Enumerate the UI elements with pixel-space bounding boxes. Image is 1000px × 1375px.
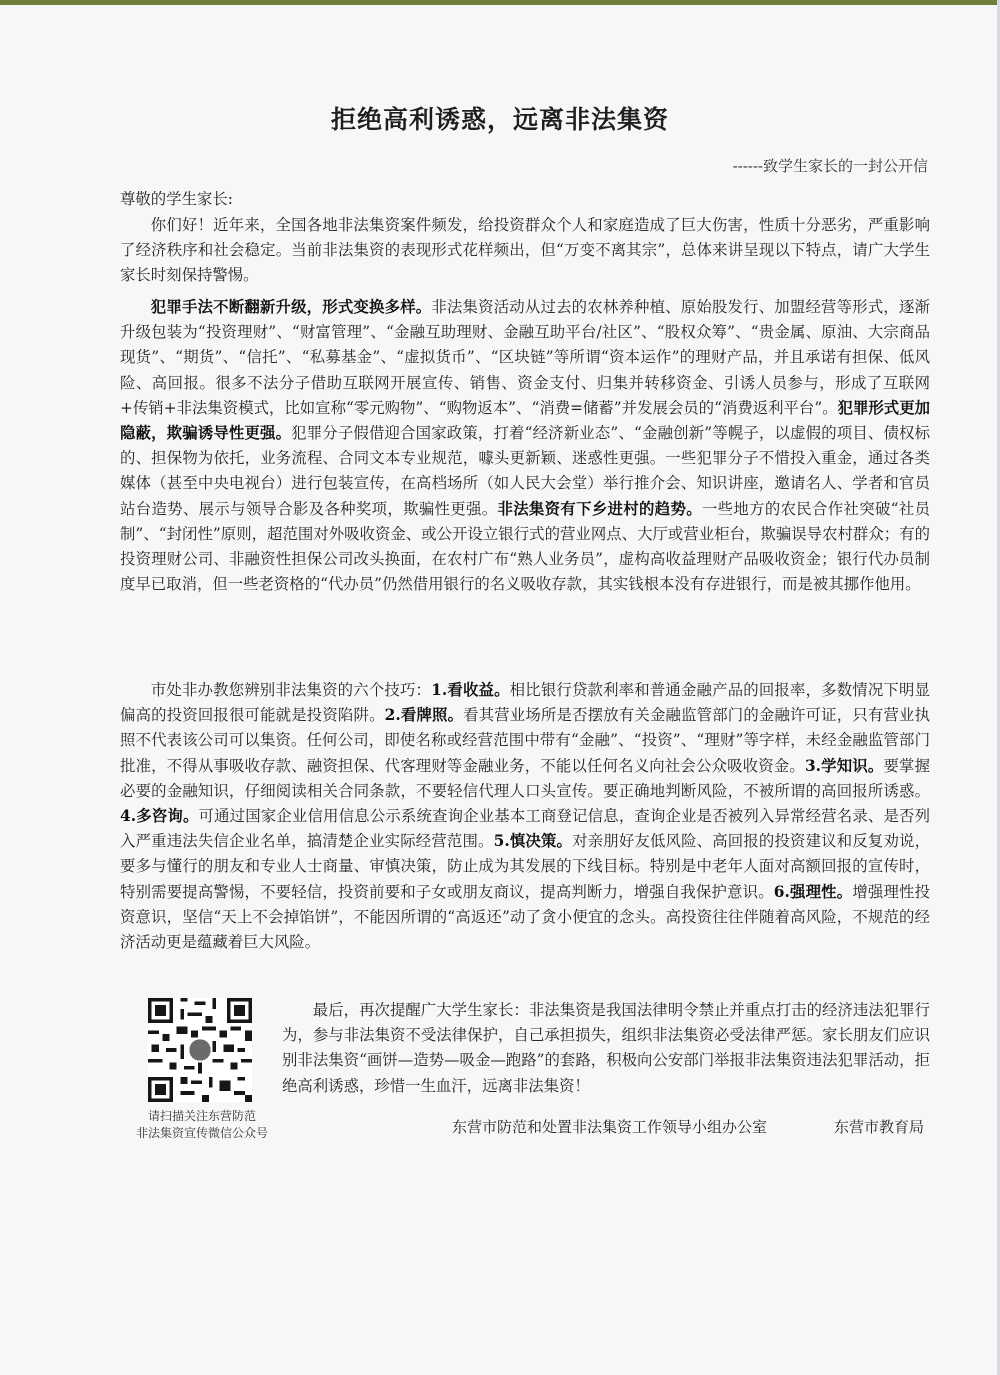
- tip-3-text: 要掌握必要的金融知识，仔细阅读相关合同条款，不要轻信代理人口头宣传。要正确地判断风险，不被所谓的高回报所诱惑。: [120, 756, 930, 800]
- paragraph-intro-text: 你们好！近年来，全国各地非法集资案件频发，给投资群众个人和家庭造成了巨大伤害，性质十分恶劣，严重影响了经济秩序和社会稳定。当前非法集资的表现形式花样频出，但“万变不离其宗”，总体来讲呈现以下特点，请广大学生家长时刻保持警惕。: [120, 216, 930, 285]
- tip-6-label: 6.强理性。: [773, 882, 853, 901]
- feature-heading-2: 犯罪形式更加隐蔽，欺骗诱导性更强。: [120, 398, 930, 443]
- feature-heading-3: 非法集资有下乡进村的趋势。: [497, 499, 702, 518]
- tip-4-text: 可通过国家企业信用信息公示系统查询企业基本工商登记信息，查询企业是否被列入异常经营名录、是否列入严重违法失信企业名单，搞清楚企业实际经营范围。: [120, 807, 930, 851]
- feature-text-2: 犯罪分子假借迎合国家政策，打着“经济新业态”、“金融创新”等幌子，以虚假的项目、债权标的、担保物为依托，业务流程、合同文本专业规范，噱头更新颖、迷惑性更强。一些犯罪分子不惜投入重金，通过各类媒体（甚至中央电视台）进行包装宣传，在高档场所（如人民大会堂）举行推介会、知识讲座，邀请名人、学者和官员站台造势、展示与领导合影及各种奖项，欺骗性更强。: [120, 424, 930, 518]
- tips-intro: 市处非办教您辨别非法集资的六个技巧：: [150, 681, 432, 699]
- tip-2-text: 看其营业场所是否摆放有关金融监管部门的金融许可证，只有营业执照不代表该公司可以集资。任何公司，即使名称或经营范围中带有“金融”、“投资”、“理财”等字样，未经金融监管部门批准，不得从事吸收存款、融资担保、代客理财等金融业务，不能以任何名义向社会公众吸收资金。: [120, 706, 930, 775]
- signature-bureau: 东营市教育局: [834, 1118, 925, 1136]
- qr-caption-line1: 请扫描关注东营防范: [147, 1109, 256, 1123]
- paragraph-tips: [120, 678, 930, 955]
- paragraph-features: [120, 295, 930, 597]
- qr-code-block: [140, 998, 260, 1106]
- qr-caption-line2: 非法集资宣传微信公众号: [135, 1126, 268, 1140]
- scan-edge: [0, 0, 1000, 5]
- qr-code-icon[interactable]: [148, 998, 252, 1102]
- tip-5-label: 5.慎决策。: [493, 832, 573, 851]
- paragraph-closing: [282, 998, 930, 1099]
- tip-4-label: 4.多咨询。: [120, 807, 199, 826]
- paragraph-closing-text: 最后，再次提醒广大学生家长：非法集资是我国法律明令禁止并重点打击的经济违法犯罪行为，参与非法集资不受法律保护，自己承担损失，组织非法集资必受法律严惩。家长朋友们应识别非法集资“画饼—造势—吸金—跑路”的套路，积极向公安部门举报非法集资违法犯罪活动，拒绝高利诱惑，珍惜一生血汗，远离非法集资！: [282, 1001, 930, 1095]
- tip-3-label: 3.学知识。: [804, 756, 884, 775]
- tip-2-label: 2.看牌照。: [384, 706, 464, 725]
- feature-text-1: 非法集资活动从过去的农林养种植、原始股发行、加盟经营等形式，逐渐升级包装为“投资理财”、“财富管理”、“金融互助理财、金融互助平台/社区”、“股权众筹”、“贵金属、原油、大宗商品现货”、“期货”、“信托”、“私募基金”、“虚拟货币”、“区块链”等所谓“资本运作”的理财产品，并且承诺有担保、低风险、高回报。很多不法分子借助互联网开展宣传、销售、资金支付、归集并转移资金、引诱人员参与，形成了互联网+传销+非法集资模式，比如宣称“零元购物”、“购物返本”、“消费=储蓄”并发展会员的“消费返利平台”。: [120, 298, 930, 417]
- paragraph-intro: [120, 213, 930, 289]
- tip-1-label: 1.看收益。: [431, 681, 510, 699]
- tip-6-text: 增强理性投资意识，坚信“天上不会掉馅饼”，不能因所谓的“高返还”动了贪小便宜的念头。高投资往往伴随着高风险，不规范的经济活动更是蕴藏着巨大风险。: [120, 882, 930, 952]
- signature-office: 东营市防范和处置非法集资工作领导小组办公室: [452, 1118, 768, 1136]
- tip-1-text: 相比银行贷款利率和普通金融产品的回报率，多数情况下明显偏高的投资回报很可能就是投资陷阱。: [120, 681, 930, 725]
- subtitle: ------致学生家长的一封公开信: [732, 157, 928, 175]
- tip-5-text: 对亲朋好友低风险、高回报的投资建议和反复劝说，要多与懂行的朋友和专业人士商量、审慎决策，防止成为其发展的下线目标。特别是中老年人面对高额回报的宣传时，特别需要提高警惕，不要轻信，投资前要和子女或朋友商议，提高判断力，增强自我保护意识。: [120, 832, 930, 901]
- feature-text-3: 一些地方的农民合作社突破“社员制”、“封闭性”原则，超范围对外吸收资金、或公开设立银行式的营业网点、大厅或营业柜台，欺骗误导农村群众；有的投资理财公司、非融资性担保公司改头换面，在农村广布“熟人业务员”，虚构高收益理财产品吸收资金；银行代办员制度早已取消，但一些老资格的“代办员”仍然借用银行的名义吸收存款，其实钱根本没有存进银行，而是被其挪作他用。: [120, 499, 930, 594]
- page-title: 拒绝高利诱惑，远离非法集资: [330, 105, 669, 134]
- feature-heading-1: 犯罪手法不断翻新升级，形式变换多样。: [150, 298, 432, 316]
- greeting: 尊敬的学生家长:: [120, 190, 233, 208]
- qr-caption: [112, 1108, 292, 1142]
- qr-center-emblem: [187, 1037, 212, 1062]
